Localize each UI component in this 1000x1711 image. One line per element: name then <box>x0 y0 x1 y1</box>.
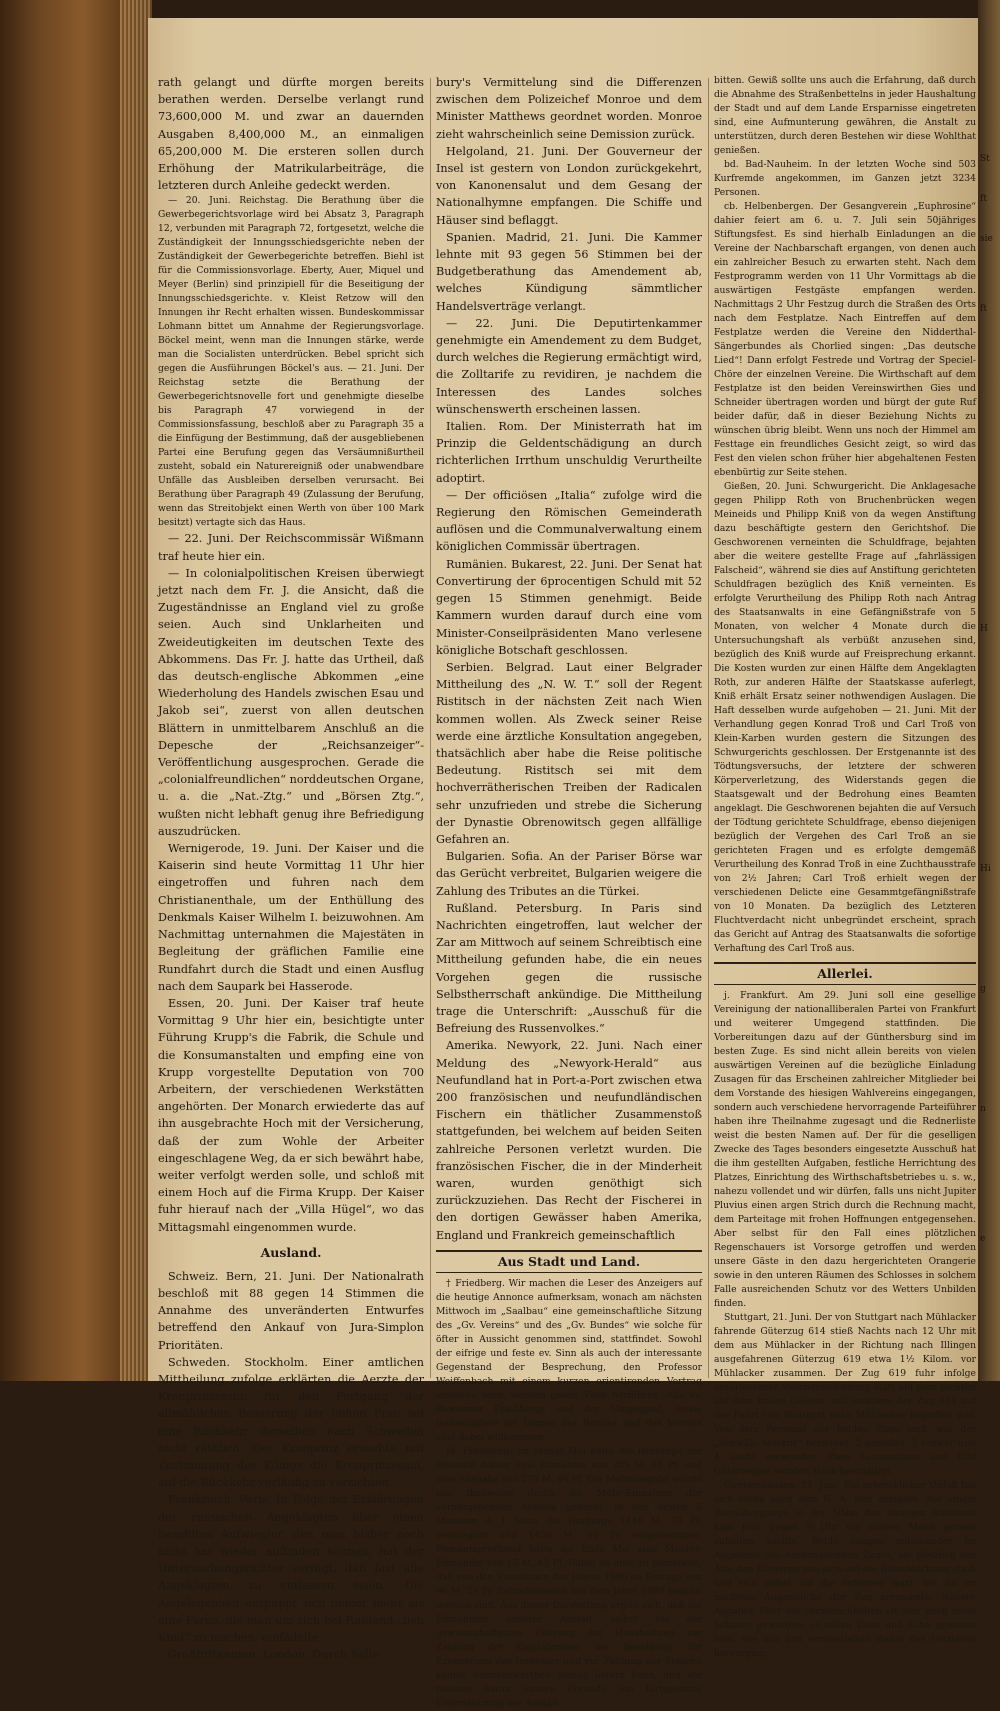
section-heading-ausland: Ausland. <box>260 1244 322 1260</box>
miscellany: Stuttgart, 21. Juni. Der von Stuttgart nach Mühlacker fahrende Güterzug 614 stieß Nachts nach 12 Uhr mit dem aus Mühlacker in der Richtung nach Illingen ausgefahrenen Güterzug 619 etwa 1½ Kilom. vor Mühlacker zusammen. Der Zug 619 fuhr infolge unterlassener Weichenbedienung statt auf dem rechten auf dem linken Geleise, auf welchem der Zug 614 auf der Fahrt von Stuttgart nach Mühlacker begriffen war. Von dem Personal der beiden Züge sind, wie der „Schwäb. Merkur“ berichtet, 2 getödtet, 3 schwer und 4 leicht verwundet. Zwei Locomotiven und fünf Güterwagen wurden stark beschädigt. <box>714 1312 976 1477</box>
adjacent-text-fragment: ft <box>980 304 987 314</box>
paragraph: bury's Vermittelung sind die Differenzen zwischen dem Polizeichef Monroe und dem Minister Matthews geordnet worden. Monroe zieht wahrscheinlich seine Demission zurück. <box>436 76 702 141</box>
paragraph: rath gelangt und dürfte morgen bereits berathen werden. Derselbe verlangt rund 73,600,000 M. und zwar an dauernden Ausgaben 8,400,000 M., an einmaligen 65,200,000 M. Die ersteren sollen durch Erhöhung der Matrikularbeiträge, die letzteren durch Anleihe gedeckt werden. <box>158 76 424 193</box>
adjacent-text-fragment: St <box>980 154 990 164</box>
column-3 <box>714 74 976 1659</box>
paragraph: Wernigerode, 19. Juni. Der Kaiser und die Kaiserin sind heute Vormittag 11 Uhr hier eingetroffen und fuhren nach dem Christianenthale, um der Enthüllung des Denkmals Kaiser Wilhelm I. beizuwohnen. Am Nachmittag unternahmen die Majestäten in Begleitung der gräflichen Familie eine Rundfahrt durch die Stadt und einen Ausflug nach dem Saupark bei Hasserode. <box>158 842 424 993</box>
reichstag-report: — 20. Juni. Reichstag. Die Berathung über die Gewerbegerichtsvorlage wird bei Absatz 3, Paragraph 12, verbunden mit Paragraph 72, fortgesetzt, welche die Zuständigkeit der Innungsschiedsgerichte neben der Zuständigkeit der Gewerbegerichte betreffen. Biehl ist für die Commissionsvorlage. Eberty, Auer, Miquel und Meyer (Berlin) sind prinzipiell für die Beseitigung der Innungsschiedsgerichte. v. Kleist Retzow will den Innungen ihr Recht erhalten wissen. Bundeskommissar Lohmann bittet um Annahme der Regierungsvorlage. Böckel meint, wenn man die Innungen stärke, werde man die Socialisten unterdrücken. Bebel spricht sich gegen die Ausführungen Böckel's aus. — 21. Juni. Der Reichstag setzte die Berathung der Gewerbegerichtsnovelle fort und genehmigte dieselbe bis Paragraph 47 vorwiegend in der Commissionsfassung, beschloß aber zu Paragraph 35 a die Einfügung der Bestimmung, daß der ausgebliebenen Partei eine Berufung gegen das Versäumnißurtheil zusteht, sobald ein Naturereigniß oder unabwendbare Unfälle das Ausbleiben derselben verursacht. Bei Berathung über Paragraph 49 (Zulassung der Berufung, wenn das Streitobjekt einen Werth von über 100 Mark besitzt) vertagte sich das Haus. <box>158 195 424 529</box>
adjacent-text-fragment: H <box>980 624 988 634</box>
column-2 <box>436 74 702 1709</box>
paragraph: Serbien. Belgrad. Laut einer Belgrader Mittheilung des „N. W. T.“ soll der Regent Ristitsch in der nächsten Zeit nach Wien kommen wollen. Als Zweck seiner Reise werde eine ärztliche Konsultation angegeben, thatsächlich aber habe die Reise politische Bedeutung. Ristitsch sei mit dem hochverrätherischen Treiben der Radicalen sehr unzufrieden und strebe die Sicherung der Dynastie Obrenowitsch gegen allfällige Gefahren an. <box>436 660 702 846</box>
column-divider <box>708 78 709 1378</box>
paragraph: Amerika. Newyork, 22. Juni. Nach einer Meldung des „Newyork-Herald“ aus Neufundland hat in Port-a-Port zwischen etwa 200 französischen und neufundländischen Fischern ein thätlicher Zusammenstoß stattgefunden, bei welchem auf beiden Seiten zahlreiche Personen verletzt wurden. Die französischen Fischer, die in der Minderheit waren, wurden genöthigt sich zurückzuziehen. Das Recht der Fischerei in den dortigen Gewässer haben Amerika, England und Frankreich gemeinschaftlich <box>436 1039 702 1242</box>
paragraph: Frankreich. Paris. In Folge der Erklärungen der russischen Angeklagten über einen bezahlten Aufwiegler, den man bisher noch nicht hat wieder auffinden können, hat der Untersuchungsrichter verfügt, daß fast alle Angeklagten zu entlassen seien. Die Angelegenheit entpuppt sich immer mehr als eine Farce, die man um sich bei Rußland „lieb Kind“ zu machen, einfädelte. <box>158 1493 424 1645</box>
adjacent-text-fragment: e <box>980 1234 986 1244</box>
section-heading-allerlei: Allerlei. <box>714 962 976 985</box>
column-1 <box>158 74 424 1662</box>
paragraph: — 22. Juni. Die Deputirtenkammer genehmigte ein Amendement zu dem Budget, durch welches die Regierung ermächtigt wird, die Zolltarife zu revidiren, je nachdem die Interessen des Landes solches wünschenswerth erscheinen lassen. <box>436 316 702 416</box>
paragraph: Schweiz. Bern, 21. Juni. Der Nationalrath beschloß mit 88 gegen 14 Stimmen die Annahme des unveränderten Entwurfes betreffend den Ankauf von Jura-Simplon Prioritäten. <box>158 1269 424 1352</box>
adjacent-text-fragment: sie <box>980 234 993 244</box>
paragraph: — Der officiösen „Italia“ zufolge wird die Regierung den Römischen Gemeinderath auflösen und die Communalverwaltung einem königlichen Commissär übertragen. <box>436 488 702 554</box>
column-divider <box>430 78 431 1378</box>
paragraph: — In colonialpolitischen Kreisen überwiegt jetzt nach dem Fr. J. die Ansicht, daß die Zugeständnisse an England viel zu große seien. Auch sind Unklarheiten und Zweideutigkeiten im deutschen Texte des Abkommens. Das Fr. J. hatte das Urtheil, daß das deutsch-englische Abkommen „eine Wiederholung des Handels zwischen Esau und Jakob sei“, zuerst von allen deutschen Blättern in unmittelbarem Anschluß an die Depesche der „Reichsanzeiger“-Veröffentlichung ausgesprochen. Gerade die „colonialfreundlichen“ norddeutschen Organe, u. a. die „Nat.-Ztg.“ und „Börsen Ztg.“, wußten nicht lebhaft genug ihre Befriedigung auszudrücken. <box>158 566 424 838</box>
paragraph: Spanien. Madrid, 21. Juni. Die Kammer lehnte mit 93 gegen 56 Stimmen bei der Budgetberathung das Amendement ab, welches Kündigung sämmtlicher Handelsverträge verlangt. <box>436 230 702 313</box>
adjacent-text-fragment: Hi <box>980 864 991 874</box>
section-heading-stadt-land: Aus Stadt und Land. <box>436 1250 702 1273</box>
court-report: Gießen, 20. Juni. Schwurgericht. Die Anklagesache gegen Philipp Roth von Bruchenbrücken wegen Meineids und Philipp Kniß von da wegen Anstiftung dazu beschäftigte gestern den Gerichtshof. Die Geschworenen verneinten die Schuldfrage, bejahten aber die weitere gestellte Frage auf „fahrlässigen Falscheid“, während sie dies auf Anstiftung gerichteten Schuldfragen bezüglich des Kniß verneinten. Es erfolgte Verurtheilung des Philipp Roth nach Antrag des Staatsanwalts in eine Gefängnißstrafe von 5 Monaten, von welcher 4 Monate durch die Untersuchungshaft als verbüßt anzusehen sind, bezüglich des Kniß wurde auf Freisprechung erkannt. Die Kosten wurden zur einen Hälfte dem Angeklagten Roth, zur anderen Hälfte der Staatskasse auferlegt, Kniß erhält Ersatz seiner nothwendigen Auslagen. Die Haft desselben wurde aufgehoben — 21. Juni. Mit der Verhandlung gegen Konrad Troß und Carl Troß von Klein-Karben wurden gestern die Sitzungen des Schwurgerichts geschlossen. Der Erstgenannte ist des Tödtungsversuchs, der letztere der schweren Körperverletzung, des Widerstands gegen die Staatsgewalt und der Bedrohung eines Beamten angeklagt. Die Geschworenen bejahten die auf Versuch der Tödtung gerichtete Schuldfrage, ebenso diejenigen bezüglich der Vergehen des Carl Troß an sie gerichteten Fragen und es erfolgte demgemäß Verurtheilung des Konrad Troß in eine Zuchthausstrafe von 2½ Jahren; Carl Troß erhielt wegen der verschiedenen Delicte eine Gesammtgefängnißstrafe von 10 Monaten. Da bezüglich des Letzteren Fluchtverdacht nicht unbegründet erscheint, sprach das Gericht auf Antrag des Staatsanwalts die sofortige Verhaftung des Carl Troß aus. <box>714 481 976 954</box>
adjacent-page-strip <box>978 0 1000 1381</box>
paragraph: — 22. Juni. Der Reichscommissär Wißmann traf heute hier ein. <box>158 532 424 563</box>
adjacent-text-fragment: g <box>980 984 986 994</box>
local-news: † Friedberg. Wir machen die Leser des Anzeigers auf die heutige Annonce aufmerksam, wonach am nächsten Mittwoch im „Saalbau“ eine gemeinschaftliche Sitzung des „Gv. Vereins“ und des „Gv. Bundes“ wie solche für öfter in Aussicht genommen sind, stattfindet. Sowohl der eifrige und feste ev. Sinn als auch der interessante Gegenstand der Besprechung, den Professor Weiffenbach mit einem kurzen orientirenden Vortrag einleiten wird, werden gewiß Viele herführen. Alle ev. Bewohner Friedbergs und der Umgegend, sowie insbesondere die Damen des Bundes und des Vereins sind dabei willkommen. <box>436 1277 702 1443</box>
paragraph: Rußland. Petersburg. In Paris sind Nachrichten eingetroffen, laut welcher der Zar am Mittwoch auf seinem Schreibtisch eine Mittheilung gefunden habe, die ein neues Vorgehen gegen die russische Selbstherrschaft ankündige. Die Mittheilung trage die Unterschrift: „Ausschuß für die Befreiung des Russenvolkes.“ <box>436 901 702 1036</box>
paragraph: Bulgarien. Sofia. An der Pariser Börse war das Gerücht verbreitet, Bulgarien weigere die Zahlung des Tributes an die Türkei. <box>436 850 702 898</box>
paragraph: Italien. Rom. Der Ministerrath hat im Prinzip die Geldentschädigung an durch richterlichen Irrthum unschuldig Verurtheilte adoptirt. <box>436 420 702 485</box>
adjacent-text-fragment: ft <box>980 194 987 204</box>
local-news: bd. Bad-Nauheim. In der letzten Woche sind 503 Kurfremde angekommen, im Ganzen jetzt 3234 Personen. <box>714 159 976 198</box>
local-news: M. Friedberg. Im Monat Mai hatte die Herberge zur Heimath dahier eine Einnahme von 205 M. 65 Pf. und eine Ausgabe von 270 M. 84 Pf. Die Mehrausgabe wurde nur theilweise durch die Mehr-Einnahme der vorhergehenden Monate gedeckt. In den ersten 5 Monaten d. J. hatte die Herberge 1446 M. 33 Pf. verausgabt und 1430 M. 90 Pf. eingenommen. Dementsprechend hatte sie Ende Mai eine Minder-Einnahme von 15 M. 43 Pf. Dabei ist aber zu bemerken, daß von den Einnahmen des Jahres 1889 im Betrage von 96 M. 23 Pf. Betriebskosten aus dem Jahre 1889 bezahlt worden sind. Aus dieser Darstellung ergibt sich, daß die Einnahmen unserer Anstalt selbst bei der gewissenhaftesten Führung der Haushaltung zur Zahlung der Kapitalzinsen, der Besoldung, für Erneuerung des Inventars und zur Zahlung der Steuern keinen nennenswerthen Betrag liefern kann, und wir müssen daran unsere Freunde um fortgesetzte Unterstützung der Anstalt <box>436 1445 702 1709</box>
local-news: bitten. Gewiß sollte uns auch die Erfahrung, daß durch die Abnahme des Straßenbettelns in jeder Haushaltung der Stadt und auf dem Lande Ersparnisse eingetreten sind, eine Aufmunterung gewähren, die Anstalt zu unterstützen, durch deren Bestehen wir diese Wohlthat genießen. <box>714 75 976 156</box>
miscellany: Guntershausen, 17. Juni. Ein schrecklicher Unfall hat sich heute nach dem G. A. hier ereignet. Auf einem Bahnübergange in der Nähe des hiesigen Bahnhofs kam früh gegen 5 Uhr ein älterer Mann gerade zuhalten suchte. Beide rangen miteinander im Angesicht des herannahenden Zuges, als plötzlich der Alte den Jüngeren von sich auf die Bahnböschung stieß und sich selbst auf die Schienen warf, wo ihn im nächsten Augenblicke der Zug zermalmte. Nähere Angaben über die Persönlichkeiten ist hier noch nicht bekannt geworden, es sollen Vater und Sohn gewesen sein, wie aus den verzweifelten Rufen des Letzteren hervorging. <box>714 1480 976 1659</box>
local-news: cb. Helbenbergen. Der Gesangverein „Euphrosine“ dahier feiert am 6. u. 7. Juli sein 50jähriges Stiftungsfest. Es sind hierhalb Einladungen an die Vereine der Nachbarschaft ergangen, von denen auch ein zahlreicher Besuch zu erwarten steht. Nach dem Festprogramm werden von 11 Uhr Vormittags ab die auswärtigen Festgäste empfangen werden. Nachmittags 2 Uhr Festzug durch die Straßen des Orts nach dem Festplatze. Nach Eintreffen auf dem Festplatze werden die Vereine den Nidderthal-Sängerbundes als Chorlied singen: „Das deutsche Lied“! Dann erfolgt Festrede und Vortrag der Speciel-Chöre der einzelnen Vereine. Die Wirthschaft auf dem Festplatze ist den beiden Vereinswirthen Gies und Schneider übertragen worden und bürgt der gute Ruf beider dafür, daß in dieser Beziehung Nichts zu wünschen übrig bleibt. Wenn uns noch der Himmel am Festtage ein freundliches Gesicht zeigt, so wird das Fest den vielen schon früher hier abgehaltenen Festen ebenbürtig zur Seite stehen. <box>714 201 976 478</box>
paragraph: Essen, 20. Juni. Der Kaiser traf heute Vormittag 9 Uhr hier ein, besichtigte unter Führung Krupp's die Fabrik, die Schule und die Konsumanstalten und empfing eine von Krupp vorgestellte Deputation von 700 Arbeitern, der verschiedenen Werkstätten angehörten. Der Monarch erwiederte das auf ihn ausgebrachte Hoch mit der Versicherung, daß der zum Wohle der Arbeiter eingeschlagene Weg, da er sich bewährt habe, weiter verfolgt werden solle, und schloß mit einem Hoch auf die Firma Krupp. Der Kaiser fuhr hierauf nach der „Villa Hügel“, wo das Mittagsmahl eingenommen wurde. <box>158 996 424 1234</box>
miscellany: j. Frankfurt. Am 29. Juni soll eine gesellige Vereinigung der nationalliberalen Partei von Frankfurt und weiterer Umgegend stattfinden. Die Vorbereitungen dazu auf der Günthersburg sind im besten Zuge. Es sind nicht allein bereits von vielen auswärtigen Vereinen auf die bezügliche Einladung Zusagen für das Erscheinen zahlreicher Mitglieder bei dem Vorstande des hiesigen Wahlvereins eingegangen, sondern auch verschiedene hervorragende Parteiführer haben ihre Theilnahme zugesagt und die Rednerliste weist die besten Namen auf. Der für die geselligen Zwecke des Tages besonders eingesetzte Ausschuß hat die ihm gestellten Aufgaben, festliche Herrichtung des Platzes, Einrichtung des Wirthschaftsbetriebes u. s. w., nahezu vollendet und wir dürfen, falls uns nicht Jupiter Pluvius einen argen Strich durch die Rechnung macht, dem Parteitage mit frohen Hoffnungen entgegensehen. Aber selbst für den Fall eines plötzlichen Regenschauers ist Vorsorge getroffen und werden unsere Gäste in den dazu hergerichteten Orangerie sowie in den unteren Räumen des Schlosses in solchem Falle ausreichenden Schutz vor des Wetters Unbilden finden. <box>714 990 976 1309</box>
paragraph: Großbritannien. London. Durch Salis- <box>168 1648 382 1662</box>
paragraph: Helgoland, 21. Juni. Der Gouverneur der Insel ist gestern von London zurückgekehrt, von Kanonensalut und dem Gesang der Nationalhymne empfangen. Die Schiffe und Häuser sind beflaggt. <box>436 144 702 227</box>
paragraph: Rumänien. Bukarest, 22. Juni. Der Senat hat Convertirung der 6procentigen Schuld mit 52 gegen 15 Stimmen genehmigt. Beide Kammern wurden darauf durch eine vom Minister-Conseilpräsidenten Mano verlesene königliche Botschaft geschlossen. <box>436 557 702 657</box>
adjacent-text-fragment: n <box>980 1104 986 1114</box>
newspaper-page <box>148 18 980 1709</box>
paragraph: Schweden. Stockholm. Einer amtlichen Mittheilung zufolge erklärten die Aerzte der Kronprinzessin, für den Fortgang der allmählichen Besserung der hohen Frau sei eine Rückkehr derselben nach Schweden nicht räthlich. Der Kronprinz ersuchte mit Zustimmung des Königs die Kronprinzessin, auf die Rückkehr vorläufig zu verzichten. <box>158 1355 424 1490</box>
